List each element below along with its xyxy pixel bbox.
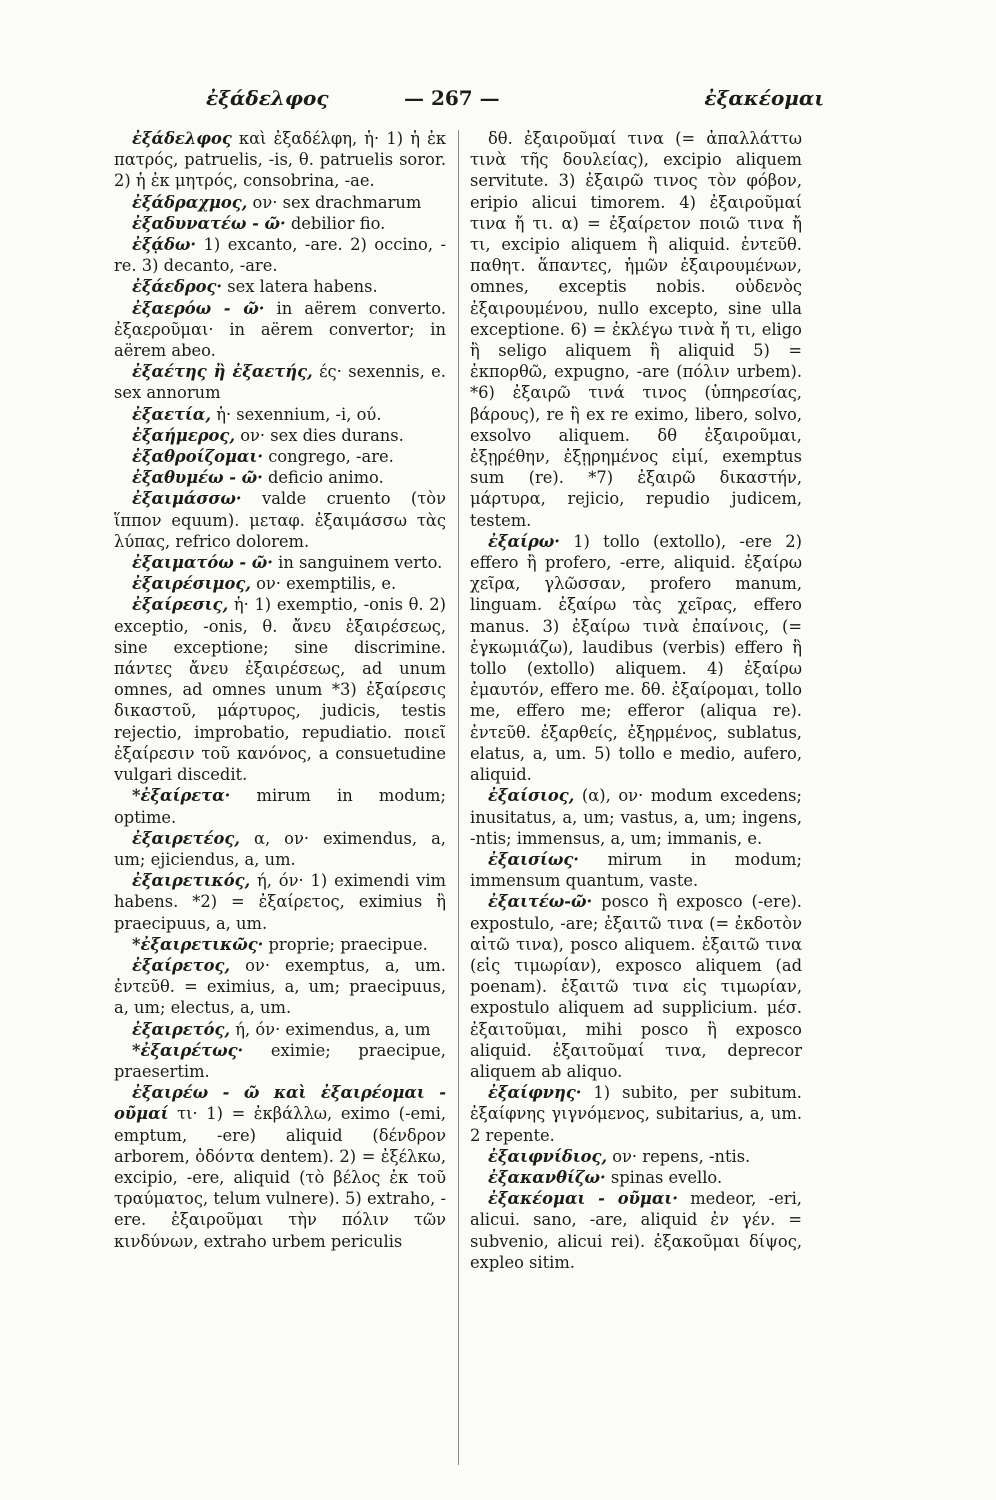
entry-definition: posco ἢ exposco (-ere). expostulo, -are; ἐξαιτῶ τινα (= ἐκδοτὸν αἰτῶ τινα), posco aliquem. ἐξαιτῶ τινα (εἰς τιμωρίαν), exposco aliquem (ad poenam). ἐξαιτῶ τινα εἰς τιμωρίαν, expostulo aliquem ad supplicium. μέσ. ἐξαιτοῦμαι, mihi posco ἢ exposco aliquid. ἐξαιτοῦμαί τινα, deprecor aliquem ab aliquo. [470,892,802,1081]
dictionary-entry [470,1146,802,1167]
entry-definition: α, ον· eximendus, a, um; ejiciendus, a, um. [114,828,446,869]
dictionary-entry [114,785,446,827]
entry-definition: ον· exemptilis, e. [256,574,397,594]
dictionary-entry [470,531,802,785]
dictionary-entry [470,1167,802,1188]
entry-headword: ἐξαιρέσιμος, [132,574,251,594]
dictionary-entry [114,298,446,362]
entry-definition: mirum in modum; optime. [114,786,446,827]
header-last-word: ἐξακέομαι [704,86,824,110]
dictionary-entry [114,404,446,425]
entry-headword: ἐξαερόω - ῶ· [132,298,265,318]
dictionary-entry [114,870,446,934]
dictionary-entry [114,361,446,403]
entry-headword: ἐξαδυνατέω - ῶ· [132,213,286,233]
dictionary-entry [114,192,446,213]
entry-definition: ον· sex drachmarum [252,192,422,212]
column-divider [458,130,459,1465]
dictionary-entry [114,446,446,467]
entry-definition: spinas evello. [610,1167,723,1187]
entry-definition: sex latera habens. [227,277,378,297]
entry-definition: ον· sex dies durans. [240,425,404,445]
dictionary-entry [114,828,446,870]
entry-headword: ἐξαιτέω-ῶ· [488,892,593,912]
entry-headword: ἐξαίφνης· [488,1083,582,1103]
dictionary-entry [470,1188,802,1273]
entry-definition: ἡ· sexennium, -i, ού. [216,404,382,424]
entry-headword: ἐξαίρεσις, [132,595,229,615]
entry-headword: ἐξαήμερος, [132,425,235,445]
dictionary-entry [114,1019,446,1040]
dictionary-entry [114,425,446,446]
dictionary-entry [114,234,446,276]
entry-definition: ή, όν· eximendus, a, um [235,1019,431,1039]
entry-headword: ἐξαθροίζομαι· [132,447,263,467]
entry-headword: ἐξάδελφος [132,129,232,148]
entry-definition: deficio animo. [268,468,384,488]
dictionary-entry [470,1082,802,1146]
entry-definition: τι· 1) = ἐκβάλλω, eximo (-emi, emptum, -ere) aliquid (δένδρον arborem, ὀδόντα dentem). 2) = ἐξέλκω, excipio, -ere, aliquid (τὸ βέλος ἐκ τοῦ τραύματος, telum vulnere). 5) extraho, -ere. ἐξαιροῦμαι τὴν πόλιν τῶν κινδύνων, extraho urbem periculis [114,1104,446,1251]
entry-headword: ἐξαιφνίδιος, [488,1146,608,1166]
right-column [470,128,802,1273]
entry-definition: valde cruento (τὸν ἵππον equum). μεταφ. ἐξαιμάσσω τὰς λύπας, refrico dolorem. [114,489,446,551]
entry-definition: ον· repens, -ntis. [612,1146,751,1166]
entry-headword: ἐξακανθίζω· [488,1167,606,1187]
entry-definition: καὶ ἐξαδέλφη, ἡ· 1) ἡ ἐκ πατρός, patruelis, -is, θ. patruelis soror. 2) ἡ ἐκ μητρός, consobrina, -ae. [114,129,446,191]
dictionary-entry [114,573,446,594]
entry-headword: *ἐξαίρετα· [132,786,231,806]
entry-headword: ἐξαέτης ἢ ἐξαετής, [132,362,313,382]
dictionary-entry [114,213,446,234]
entry-headword: ἐξαθυμέω - ῶ· [132,468,263,488]
entry-definition: (α), ον· modum excedens; inusitatus, a, um; vastus, a, um; ingens, -ntis; immensus, a, um; immanis, e. [470,786,802,848]
entry-definition: in aërem converto. ἐξαεροῦμαι· in aërem convertor; in aërem abeo. [114,298,447,361]
running-head [148,86,868,116]
entry-headword: *ἐξαιρέτως· [132,1040,244,1060]
dictionary-entry [470,891,802,1082]
entry-definition: ή, όν· 1) eximendi vim habens. *2) = ἐξαίρετος, eximius ἢ praecipuus, a, um. [114,871,446,933]
entry-headword: ἐξαιρετικός, [132,871,251,891]
dictionary-entry [114,594,446,785]
entry-definition: ἡ· 1) exemptio, -onis θ. 2) exceptio, -onis, θ. ἄνευ ἐξαιρέσεως, sine exceptione; sine discrimine. πάντες ἄνευ ἐξαιρέσεως, ad unum omnes, ad omnes unum *3) ἐξαίρεσις δικαστοῦ, μάρτυρος, judicis, testis rejectio, improbatio, repudiatio. ποιεῖ ἐξαίρεσιν τοῦ κανόνος, a consuetudine vulgari discedit. [114,595,446,785]
entry-definition: in sanguinem verto. [278,553,443,573]
entry-headword: ἐξαίσιος, [488,786,575,806]
entry-headword: ἐξαισίως· [488,849,579,869]
dictionary-entry [470,128,802,531]
dictionary-entry [114,467,446,488]
entry-headword: ἐξαιμάσσω· [132,489,242,509]
dictionary-entry [114,552,446,573]
entry-headword: ἐξαιρετός, [132,1019,231,1039]
entry-definition: debilior fio. [290,213,386,233]
dictionary-entry [114,1040,446,1082]
entry-headword: ἐξάεδρος· [132,277,223,297]
dictionary-entry [114,276,446,297]
entry-headword: ἐξαετία, [132,404,211,424]
entry-headword: ἐξαίρετος, [132,955,231,975]
header-first-word: ἐξάδελφος [206,86,329,110]
entry-headword: ἐξαιματόω - ῶ· [132,553,273,573]
page-number: — 267 — [404,86,500,110]
dictionary-entry [470,785,802,849]
entry-definition: proprie; praecipue. [268,934,428,954]
entry-headword: ἐξαιρετέος, [132,828,240,848]
entry-definition: δθ. ἐξαιροῦμαί τινα (= ἀπαλλάττω τινὰ τῆς δουλείας), excipio aliquem servitute. 3) ἐξαιρῶ τινος τὸν φόβον, eripio alicui timorem. 4) ἐξαιροῦμαί τινα ἤ τι. α) = ἐξαίρετον ποιῶ τινα ἤ τι, excipio aliquem ἢ aliquid. ἐντεῦθ. παθητ. ἅπαντες, ἡμῶν ἐξαιρουμένων, omnes, exceptis nobis. οὐδενὸς ἐξαιρουμένου, nullo excepto, sine ulla exceptione. 6) = ἐκλέγω τινὰ ἤ τι, eligo ἢ seligo aliquem ἢ aliquid 5) = ἐκπορθῶ, expugno, -are (πόλιν urbem). *6) ἐξαιρῶ τινά τινος (ὑπηρεσίας, βάρους), re ἢ ex re eximo, libero, solvo, exsolvo aliquem. δθ ἐξαιροῦμαι, ἐξῃρέθην, ἐξῃρημένος εἰμί, exemptus sum (re). *7) ἐξαιρῶ δικαστήν, μάρτυρα, rejicio, repudio judicem, testem. [470,129,802,530]
entry-definition: mirum in modum; immensum quantum, vaste. [470,849,802,891]
dictionary-entry [470,849,802,891]
entry-headword: ἐξαίρω· [488,531,560,551]
entry-definition: 1) excanto, -are. 2) occino, -re. 3) decanto, -are. [114,235,446,276]
dictionary-entry [114,955,446,1019]
entry-headword: ἐξαιρέω - ῶ καὶ ἐξαιρέομαι - οῦμαί [114,1083,446,1124]
entry-headword: ἐξακέομαι - οῦμαι· [488,1189,678,1209]
entry-definition: eximie; praecipue, praesertim. [114,1040,446,1081]
entry-definition: 1) tollo (extollo), -ere 2) effero ἢ profero, -erre, aliquid. ἐξαίρω χεῖρα, γλῶσσαν, profero manum, linguam. ἐξαίρω τὰς χεῖρας, effero manus. 3) ἐξαίρω τινὰ ἐπαίνοις, (= ἐγκωμιάζω), laudibus (verbis) effero ἢ tollo (extollo) aliquem. 4) ἐξαίρω ἐμαυτόν, effero me. δθ. ἐξαίρομαι, tollo me, effero me; efferor (aliqua re). ἐντεῦθ. ἐξαρθείς, ἐξηρμένος, sublatus, elatus, a, um. 5) tollo e medio, aufero, aliquid. [470,531,802,785]
dictionary-entry [114,1082,446,1252]
entry-definition: 1) subito, per subitum. ἐξαίφνης γιγνόμενος, subitarius, a, um. 2 repente. [470,1083,802,1145]
dictionary-entry [114,128,446,192]
entry-definition: medeor, -eri, alicui. sano, -are, aliquid ἐν γέν. = subvenio, alicui rei). ἐξακοῦμαι δίψος, expleo sitim. [470,1189,802,1272]
entry-headword: *ἐξαιρετικῶς· [132,934,264,954]
entry-definition: ές· sexennis, e. sex annorum [114,362,446,403]
entry-headword: ἐξάδραχμος, [132,192,248,212]
entry-definition: congrego, -are. [268,447,394,467]
left-column [114,128,446,1252]
entry-headword: ἐξᾴδω· [132,235,197,255]
entry-definition: ον· exemptus, a, um. ἐντεῦθ. = eximius, a, um; praecipuus, a, um; electus, a, um. [114,955,446,1018]
dictionary-entry [114,934,446,955]
dictionary-entry [114,488,446,552]
